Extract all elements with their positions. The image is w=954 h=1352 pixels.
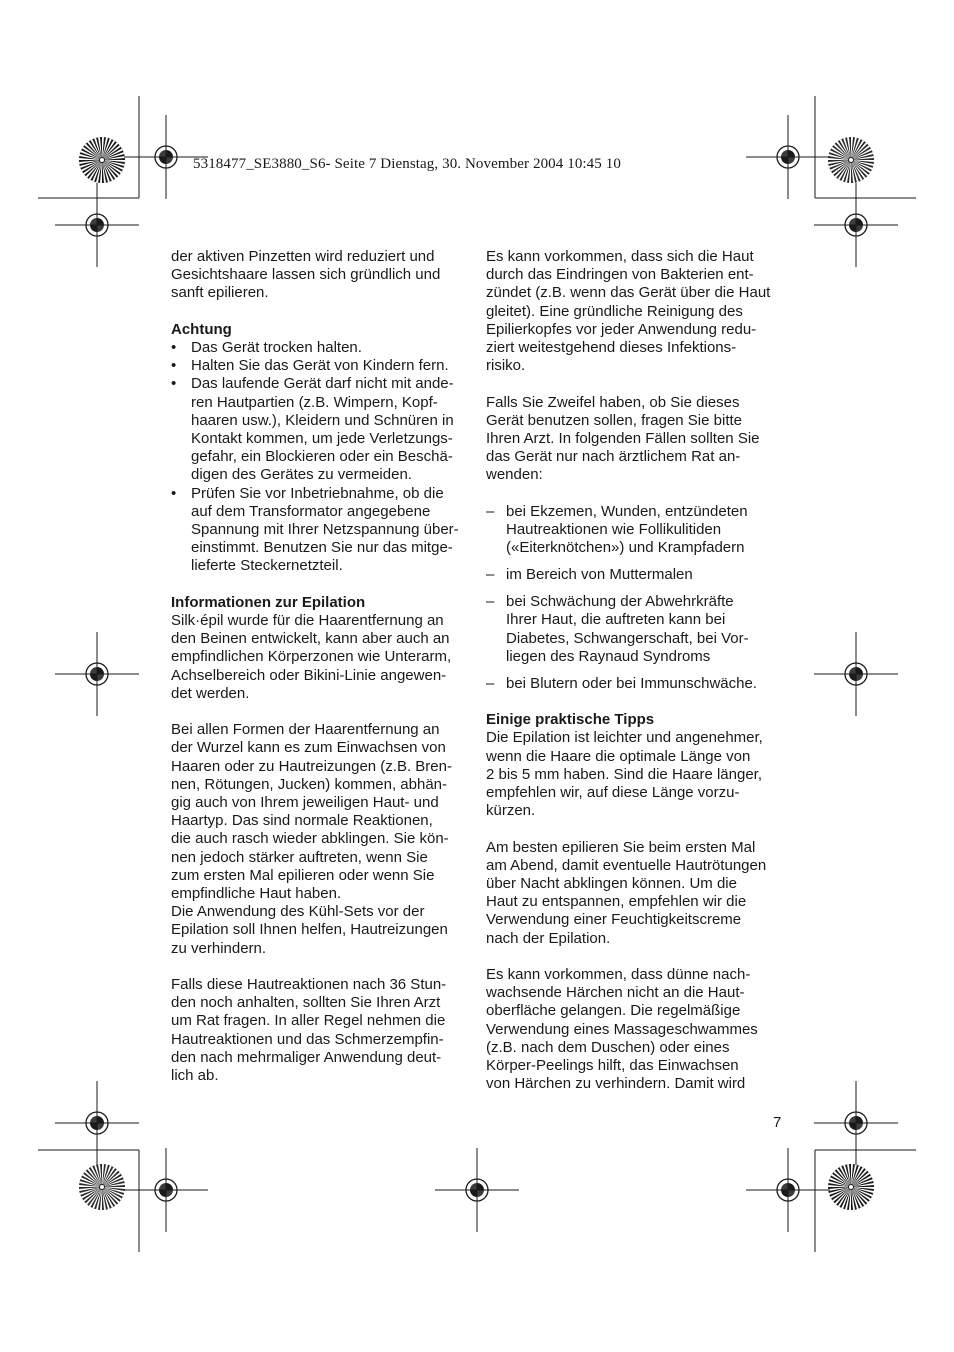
text-line: zu verhindern. — [171, 939, 267, 957]
text-line: Am besten epilieren Sie beim ersten Mal — [486, 838, 756, 856]
achtung-bullet-list — [171, 339, 471, 576]
text-line: wenn die Haare die optimale Länge von — [486, 747, 751, 765]
text-line: um Rat fragen. In aller Regel nehmen die — [171, 1012, 446, 1030]
text-line: der aktiven Pinzetten wird reduziert und — [171, 248, 435, 265]
list-item-line: – bei Schwächung der Abwehrkräfte — [506, 593, 734, 611]
registration-mark — [814, 632, 898, 716]
text-line: Die Epilation ist leichter und angenehmer, — [486, 729, 763, 747]
text-line: gleitet). Eine gründliche Reinigung des — [486, 302, 743, 320]
list-item — [171, 375, 471, 484]
text-line: Haaren oder zu Hautreizungen (z.B. Bren- — [171, 757, 452, 775]
starburst-target — [828, 137, 874, 183]
text-line: empfindlichen Körperzonen wie Unterarm, — [171, 648, 452, 666]
text-line: Haut zu entspannen, empfehlen wir die — [486, 893, 747, 911]
text-line: empfindliche Haut haben. — [171, 885, 342, 903]
condition-dash-list — [486, 503, 786, 693]
list-item-line: • Das laufende Gerät darf nicht mit ande- — [191, 375, 454, 393]
text-line: den noch anhalten, sollten Sie Ihren Arzt — [171, 994, 441, 1012]
text-line: Es kann vorkommen, dass dünne nach- — [486, 966, 751, 984]
text-line: der Wurzel kann es zum Einwachsen von — [171, 739, 446, 757]
tipps-section — [486, 711, 786, 1093]
text-line: Es kann vorkommen, dass sich die Haut — [486, 248, 754, 265]
list-item-line: • Halten Sie das Gerät von Kindern fern. — [191, 357, 449, 375]
text-line: (z.B. nach dem Duschen) oder eines — [486, 1038, 730, 1056]
list-item-line: digen des Gerätes zu vermeiden. — [191, 466, 412, 484]
tipps-paragraph-3 — [486, 966, 786, 1093]
text-line: det werden. — [171, 684, 250, 702]
text-line: nen jedoch stärker auftreten, wenn Sie — [171, 848, 428, 866]
text-line: ziert weitestgehend dieses Infektions- — [486, 339, 737, 357]
registration-mark — [814, 183, 898, 267]
starburst-target — [79, 1164, 125, 1210]
text-line: Falls diese Hautreaktionen nach 36 Stun- — [171, 976, 447, 994]
text-line: wachsende Härchen nicht an die Haut- — [486, 984, 745, 1002]
info-paragraph-1 — [171, 612, 471, 703]
text-line: Gesichtshaare lassen sich gründlich und — [171, 266, 441, 284]
left-column — [171, 248, 471, 1103]
list-item-line: gefahr, ein Blockieren oder ein Beschä- — [191, 448, 453, 466]
text-line: Epilierkopfes vor jeder Anwendung redu- — [486, 320, 757, 338]
registration-mark — [814, 1081, 898, 1165]
text-line: Falls Sie Zweifel haben, ob Sie dieses — [486, 393, 740, 411]
list-item-line: («Eiterknötchen») und Krampfadern — [506, 539, 745, 557]
list-item — [486, 593, 786, 666]
list-item-line: einstimmt. Benutzen Sie nur das mitge- — [191, 539, 453, 557]
starburst-target — [79, 137, 125, 183]
text-line: wenden: — [486, 466, 543, 484]
infection-paragraph — [486, 248, 786, 375]
doubt-paragraph — [486, 394, 786, 485]
text-line: Hautreaktionen und das Schmerzempfin- — [171, 1030, 444, 1048]
text-line: Bei allen Formen der Haarentfernung an — [171, 721, 440, 739]
text-line: Ihren Arzt. In folgenden Fällen sollten Sie — [486, 430, 760, 448]
text-line: risiko. — [486, 357, 526, 375]
intro-paragraph — [171, 248, 471, 303]
text-line: durch das Eindringen von Bakterien ent- — [486, 266, 754, 284]
list-item — [486, 675, 786, 693]
text-line: von Härchen zu verhindern. Damit wird — [486, 1075, 746, 1093]
starburst-target — [828, 1164, 874, 1210]
page-number: 7 — [773, 1114, 782, 1131]
list-item-line: – bei Ekzemen, Wunden, entzündeten — [506, 502, 748, 520]
text-line: Körper-Peelings hilft, das Einwachsen — [486, 1057, 739, 1075]
text-line: Verwendung eines Massageschwammes — [486, 1020, 758, 1038]
text-line: das Gerät nur nach ärztlichem Rat an- — [486, 448, 741, 466]
text-line: den nach mehrmaliger Anwendung deut- — [171, 1048, 442, 1066]
list-item-line: haaren usw.), Kleidern und Schnüren in — [191, 411, 454, 429]
registration-mark — [746, 115, 830, 199]
list-item-line: – im Bereich von Muttermalen — [506, 566, 693, 584]
text-line: Epilation soll Ihnen helfen, Hautreizungen — [171, 921, 448, 939]
text-line: Die Anwendung des Kühl-Sets vor der — [171, 903, 425, 921]
text-line: den Beinen entwickelt, kann aber auch an — [171, 630, 450, 648]
text-line: am Abend, damit eventuelle Hautrötungen — [486, 856, 767, 874]
achtung-heading: Achtung — [171, 320, 232, 338]
text-line: die auch rasch wieder abklingen. Sie kön- — [171, 830, 449, 848]
text-line: Silk·épil wurde für die Haarentfernung an — [171, 612, 444, 630]
achtung-section — [171, 321, 471, 576]
list-item — [171, 339, 471, 357]
text-line: Verwendung einer Feuchtigkeitscreme — [486, 911, 742, 929]
list-item-line: Hautreaktionen wie Follikulitiden — [506, 521, 722, 539]
text-line: Achselbereich oder Bikini-Linie angewen- — [171, 666, 447, 684]
text-line: oberfläche gelangen. Die regelmäßige — [486, 1002, 741, 1020]
registration-mark — [55, 1081, 139, 1165]
text-line: empfehlen wir, auf diese Länge vorzu- — [486, 784, 740, 802]
registration-mark — [435, 1148, 519, 1232]
list-item — [171, 485, 471, 576]
list-item-line: Ihrer Haut, die auftreten kann bei — [506, 611, 726, 629]
text-line: gig auch von Ihrem jeweiligen Haut- und — [171, 794, 439, 812]
info-section — [171, 594, 471, 1085]
text-line: zum ersten Mal epilieren oder wenn Sie — [171, 866, 435, 884]
text-line: nen, Rötungen, Jucken) kommen, abhän- — [171, 775, 447, 793]
text-line: lich ab. — [171, 1067, 219, 1085]
text-line: 2 bis 5 mm haben. Sind die Haare länger, — [486, 765, 762, 783]
info-paragraph-2 — [171, 721, 471, 903]
text-line: Gerät benutzen sollen, fragen Sie bitte — [486, 411, 742, 429]
right-column — [486, 248, 786, 1112]
list-item-line: Spannung mit Ihrer Netzspannung über- — [191, 521, 459, 539]
list-item — [486, 503, 786, 558]
text-line: über Nacht abklingen können. Um die — [486, 875, 737, 893]
text-line: sanft epilieren. — [171, 284, 269, 302]
tipps-heading: Einige praktische Tipps — [486, 711, 655, 729]
list-item-line: auf dem Transformator angegebene — [191, 502, 431, 520]
text-line: nach der Epilation. — [486, 929, 611, 947]
tipps-paragraph-2 — [486, 839, 786, 948]
list-item-line: ren Hautpartien (z.B. Wimpern, Kopf- — [191, 393, 438, 411]
list-item — [171, 357, 471, 375]
list-item-line: – bei Blutern oder bei Immunschwäche. — [506, 674, 757, 692]
list-item-line: Diabetes, Schwangerschaft, bei Vor- — [506, 629, 749, 647]
list-item-line: Kontakt kommen, um jede Verletzungs- — [191, 430, 453, 448]
tipps-paragraph-1 — [486, 729, 786, 820]
text-line: Haartyp. Das sind normale Reaktionen, — [171, 812, 433, 830]
registration-mark — [746, 1148, 830, 1232]
text-line: kürzen. — [486, 802, 536, 820]
list-item-line: • Das Gerät trocken halten. — [191, 339, 362, 356]
list-item-line: liegen des Raynaud Syndroms — [506, 647, 711, 665]
info-paragraph-3 — [171, 903, 471, 958]
info-heading: Informationen zur Epilation — [171, 593, 366, 611]
registration-mark — [124, 1148, 208, 1232]
list-item-line: lieferte Steckernetzteil. — [191, 557, 343, 575]
info-paragraph-4 — [171, 976, 471, 1085]
registration-mark — [55, 183, 139, 267]
text-line: zündet (z.B. wenn das Gerät über die Haut — [486, 284, 771, 302]
list-item — [486, 566, 786, 584]
list-item-line: • Prüfen Sie vor Inbetriebnahme, ob die — [191, 484, 444, 502]
registration-mark — [55, 632, 139, 716]
print-slug-header: 5318477_SE3880_S6- Seite 7 Dienstag, 30. November 2004 10:45 10 — [193, 156, 621, 172]
